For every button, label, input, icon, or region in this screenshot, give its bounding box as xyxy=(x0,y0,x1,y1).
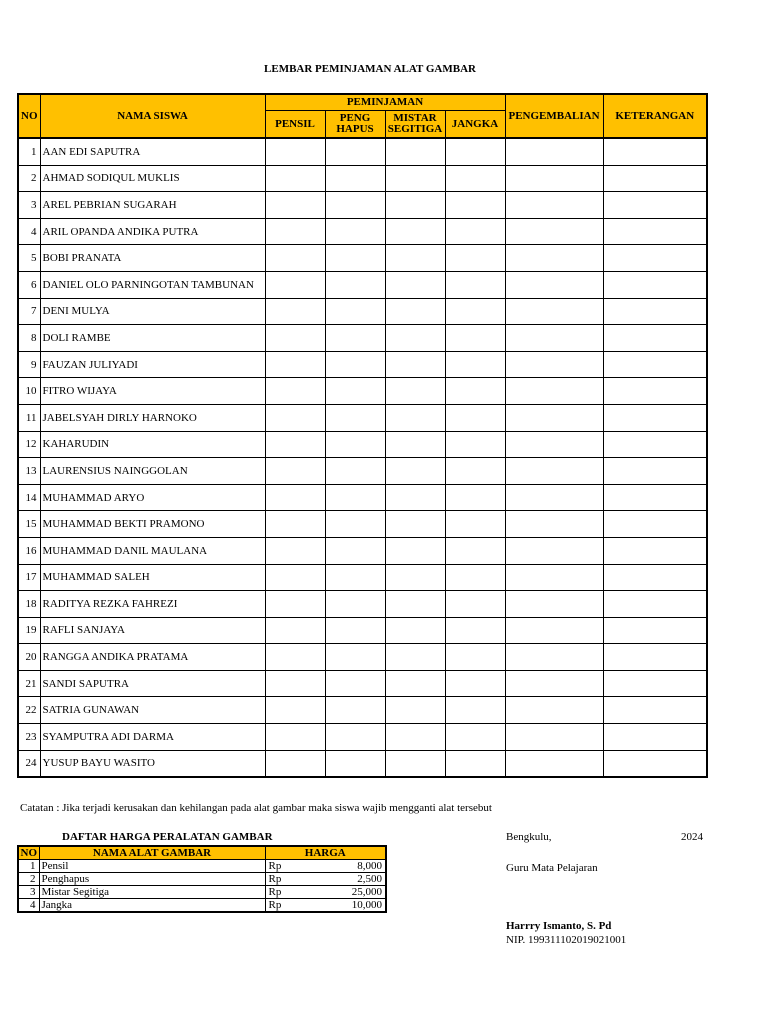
jangka-cell xyxy=(445,378,505,405)
mistar-segitiga-cell xyxy=(385,404,445,431)
row-number: 14 xyxy=(18,484,40,511)
table-row xyxy=(18,271,707,298)
table-row xyxy=(18,697,707,724)
pengembalian-cell xyxy=(505,537,603,564)
price-row xyxy=(18,899,386,913)
table-row xyxy=(18,564,707,591)
peng-hapus-cell xyxy=(325,511,385,538)
table-row xyxy=(18,511,707,538)
jangka-cell xyxy=(445,165,505,192)
table-row xyxy=(18,351,707,378)
signature-name: Harrry Ismanto, S. Pd xyxy=(506,920,612,932)
table-row xyxy=(18,724,707,751)
mistar-segitiga-cell xyxy=(385,591,445,618)
table-row xyxy=(18,537,707,564)
table-row xyxy=(18,644,707,671)
header-pensil: PENSIL xyxy=(265,111,325,139)
keterangan-cell xyxy=(603,351,707,378)
jangka-cell xyxy=(445,644,505,671)
row-number: 1 xyxy=(18,138,40,165)
pengembalian-cell xyxy=(505,724,603,751)
keterangan-cell xyxy=(603,378,707,405)
student-name: KAHARUDIN xyxy=(40,431,265,458)
keterangan-cell xyxy=(603,458,707,485)
student-name: ARIL OPANDA ANDIKA PUTRA xyxy=(40,218,265,245)
table-row xyxy=(18,484,707,511)
pensil-cell xyxy=(265,750,325,777)
mistar-segitiga-cell xyxy=(385,138,445,165)
mistar-segitiga-cell xyxy=(385,431,445,458)
student-name: LAURENSIUS NAINGGOLAN xyxy=(40,458,265,485)
peng-hapus-cell xyxy=(325,484,385,511)
jangka-cell xyxy=(445,271,505,298)
pengembalian-cell xyxy=(505,325,603,352)
jangka-cell xyxy=(445,404,505,431)
peng-hapus-cell xyxy=(325,404,385,431)
row-number: 17 xyxy=(18,564,40,591)
student-name: SYAMPUTRA ADI DARMA xyxy=(40,724,265,751)
row-number: 7 xyxy=(18,298,40,325)
jangka-cell xyxy=(445,724,505,751)
table-row xyxy=(18,750,707,777)
mistar-segitiga-cell xyxy=(385,458,445,485)
header-keterangan: KETERANGAN xyxy=(603,94,707,138)
peng-hapus-cell xyxy=(325,325,385,352)
peng-hapus-cell xyxy=(325,724,385,751)
price-header-price: HARGA xyxy=(265,846,386,860)
keterangan-cell xyxy=(603,245,707,272)
table-row xyxy=(18,245,707,272)
document-title: LEMBAR PEMINJAMAN ALAT GAMBAR xyxy=(264,63,476,75)
student-name: RADITYA REZKA FAHREZI xyxy=(40,591,265,618)
student-name: SANDI SAPUTRA xyxy=(40,670,265,697)
pengembalian-cell xyxy=(505,218,603,245)
row-number: 19 xyxy=(18,617,40,644)
table-row xyxy=(18,670,707,697)
row-number: 15 xyxy=(18,511,40,538)
price-row xyxy=(18,886,386,899)
pengembalian-cell xyxy=(505,271,603,298)
table-row xyxy=(18,298,707,325)
jangka-cell xyxy=(445,564,505,591)
jangka-cell xyxy=(445,591,505,618)
peng-hapus-cell xyxy=(325,537,385,564)
header-no: NO xyxy=(18,94,40,138)
mistar-segitiga-cell xyxy=(385,697,445,724)
student-name: DENI MULYA xyxy=(40,298,265,325)
header-name: NAMA SISWA xyxy=(40,94,265,138)
pengembalian-cell xyxy=(505,404,603,431)
row-number: 18 xyxy=(18,591,40,618)
pensil-cell xyxy=(265,325,325,352)
pengembalian-cell xyxy=(505,617,603,644)
price-value: 2,500 xyxy=(311,873,386,886)
mistar-segitiga-cell xyxy=(385,724,445,751)
mistar-segitiga-cell xyxy=(385,378,445,405)
row-number: 5 xyxy=(18,245,40,272)
pensil-cell xyxy=(265,484,325,511)
keterangan-cell xyxy=(603,484,707,511)
row-number: 2 xyxy=(18,165,40,192)
pengembalian-cell xyxy=(505,697,603,724)
table-row xyxy=(18,325,707,352)
pengembalian-cell xyxy=(505,591,603,618)
table-row xyxy=(18,591,707,618)
pensil-cell xyxy=(265,138,325,165)
price-value: 8,000 xyxy=(311,860,386,873)
keterangan-cell xyxy=(603,271,707,298)
student-name: MUHAMMAD SALEH xyxy=(40,564,265,591)
mistar-segitiga-cell xyxy=(385,218,445,245)
price-row-number: 1 xyxy=(18,860,39,873)
pengembalian-cell xyxy=(505,298,603,325)
student-name: FAUZAN JULIYADI xyxy=(40,351,265,378)
keterangan-cell xyxy=(603,138,707,165)
pensil-cell xyxy=(265,564,325,591)
price-row-number: 2 xyxy=(18,873,39,886)
keterangan-cell xyxy=(603,404,707,431)
price-list-title: DAFTAR HARGA PERALATAN GAMBAR xyxy=(62,831,273,843)
jangka-cell xyxy=(445,484,505,511)
mistar-segitiga-cell xyxy=(385,351,445,378)
student-name: RAFLI SANJAYA xyxy=(40,617,265,644)
keterangan-cell xyxy=(603,431,707,458)
peng-hapus-cell xyxy=(325,458,385,485)
tool-name: Penghapus xyxy=(39,873,265,886)
student-name: FITRO WIJAYA xyxy=(40,378,265,405)
row-number: 22 xyxy=(18,697,40,724)
student-name: MUHAMMAD BEKTI PRAMONO xyxy=(40,511,265,538)
tool-name: Mistar Segitiga xyxy=(39,886,265,899)
pengembalian-cell xyxy=(505,670,603,697)
pensil-cell xyxy=(265,351,325,378)
pensil-cell xyxy=(265,511,325,538)
keterangan-cell xyxy=(603,644,707,671)
pensil-cell xyxy=(265,724,325,751)
jangka-cell xyxy=(445,617,505,644)
row-number: 13 xyxy=(18,458,40,485)
table-row xyxy=(18,192,707,219)
table-row xyxy=(18,617,707,644)
pensil-cell xyxy=(265,644,325,671)
row-number: 12 xyxy=(18,431,40,458)
pensil-cell xyxy=(265,298,325,325)
pensil-cell xyxy=(265,458,325,485)
pensil-cell xyxy=(265,697,325,724)
price-row xyxy=(18,860,386,873)
jangka-cell xyxy=(445,298,505,325)
row-number: 8 xyxy=(18,325,40,352)
mistar-segitiga-cell xyxy=(385,484,445,511)
pengembalian-cell xyxy=(505,192,603,219)
jangka-cell xyxy=(445,537,505,564)
table-row xyxy=(18,165,707,192)
jangka-cell xyxy=(445,245,505,272)
row-number: 21 xyxy=(18,670,40,697)
mistar-segitiga-cell xyxy=(385,271,445,298)
header-mistar-segitiga: MISTAR SEGITIGA xyxy=(385,111,445,139)
row-number: 16 xyxy=(18,537,40,564)
row-number: 3 xyxy=(18,192,40,219)
currency-label: Rp xyxy=(265,873,311,886)
mistar-segitiga-cell xyxy=(385,644,445,671)
pengembalian-cell xyxy=(505,564,603,591)
jangka-cell xyxy=(445,351,505,378)
header-peng-hapus: PENG HAPUS xyxy=(325,111,385,139)
student-name: RANGGA ANDIKA PRATAMA xyxy=(40,644,265,671)
currency-label: Rp xyxy=(265,899,311,913)
jangka-cell xyxy=(445,325,505,352)
pengembalian-cell xyxy=(505,484,603,511)
keterangan-cell xyxy=(603,325,707,352)
price-row xyxy=(18,873,386,886)
signature-nip: NIP. 199311102019021001 xyxy=(506,934,627,946)
currency-label: Rp xyxy=(265,886,311,899)
jangka-cell xyxy=(445,138,505,165)
peng-hapus-cell xyxy=(325,271,385,298)
pengembalian-cell xyxy=(505,644,603,671)
keterangan-cell xyxy=(603,724,707,751)
keterangan-cell xyxy=(603,218,707,245)
table-row xyxy=(18,378,707,405)
row-number: 24 xyxy=(18,750,40,777)
jangka-cell xyxy=(445,750,505,777)
pensil-cell xyxy=(265,271,325,298)
price-table xyxy=(17,845,387,913)
price-value: 10,000 xyxy=(311,899,386,913)
pengembalian-cell xyxy=(505,138,603,165)
jangka-cell xyxy=(445,697,505,724)
table-row xyxy=(18,218,707,245)
row-number: 11 xyxy=(18,404,40,431)
table-row xyxy=(18,431,707,458)
peng-hapus-cell xyxy=(325,192,385,219)
mistar-segitiga-cell xyxy=(385,192,445,219)
peng-hapus-cell xyxy=(325,245,385,272)
student-name: JABELSYAH DIRLY HARNOKO xyxy=(40,404,265,431)
mistar-segitiga-cell xyxy=(385,750,445,777)
keterangan-cell xyxy=(603,617,707,644)
mistar-segitiga-cell xyxy=(385,670,445,697)
price-table-body xyxy=(18,860,386,913)
peng-hapus-cell xyxy=(325,165,385,192)
pengembalian-cell xyxy=(505,511,603,538)
pensil-cell xyxy=(265,245,325,272)
row-number: 10 xyxy=(18,378,40,405)
peng-hapus-cell xyxy=(325,564,385,591)
keterangan-cell xyxy=(603,165,707,192)
jangka-cell xyxy=(445,192,505,219)
row-number: 9 xyxy=(18,351,40,378)
keterangan-cell xyxy=(603,298,707,325)
student-name: AREL PEBRIAN SUGARAH xyxy=(40,192,265,219)
pensil-cell xyxy=(265,591,325,618)
header-pengembalian: PENGEMBALIAN xyxy=(505,94,603,138)
note-text: Catatan : Jika terjadi kerusakan dan kehilangan pada alat gambar maka siswa wajib mengganti alat tersebut xyxy=(20,802,492,814)
mistar-segitiga-cell xyxy=(385,511,445,538)
pengembalian-cell xyxy=(505,431,603,458)
pensil-cell xyxy=(265,165,325,192)
row-number: 4 xyxy=(18,218,40,245)
pensil-cell xyxy=(265,218,325,245)
student-name: MUHAMMAD ARYO xyxy=(40,484,265,511)
peng-hapus-cell xyxy=(325,138,385,165)
keterangan-cell xyxy=(603,564,707,591)
peng-hapus-cell xyxy=(325,431,385,458)
price-header-no: NO xyxy=(18,846,39,860)
student-name: AHMAD SODIQUL MUKLIS xyxy=(40,165,265,192)
pensil-cell xyxy=(265,378,325,405)
pensil-cell xyxy=(265,192,325,219)
table-row xyxy=(18,404,707,431)
keterangan-cell xyxy=(603,591,707,618)
peng-hapus-cell xyxy=(325,218,385,245)
student-name: MUHAMMAD DANIL MAULANA xyxy=(40,537,265,564)
keterangan-cell xyxy=(603,537,707,564)
student-name: AAN EDI SAPUTRA xyxy=(40,138,265,165)
peng-hapus-cell xyxy=(325,617,385,644)
currency-label: Rp xyxy=(265,860,311,873)
pengembalian-cell xyxy=(505,750,603,777)
keterangan-cell xyxy=(603,750,707,777)
peng-hapus-cell xyxy=(325,644,385,671)
peng-hapus-cell xyxy=(325,351,385,378)
keterangan-cell xyxy=(603,192,707,219)
price-row-number: 3 xyxy=(18,886,39,899)
row-number: 23 xyxy=(18,724,40,751)
pensil-cell xyxy=(265,431,325,458)
header-jangka: JANGKA xyxy=(445,111,505,139)
jangka-cell xyxy=(445,431,505,458)
pengembalian-cell xyxy=(505,458,603,485)
pengembalian-cell xyxy=(505,165,603,192)
header-peminjaman: PEMINJAMAN xyxy=(265,94,505,111)
keterangan-cell xyxy=(603,697,707,724)
peng-hapus-cell xyxy=(325,298,385,325)
pengembalian-cell xyxy=(505,351,603,378)
row-number: 6 xyxy=(18,271,40,298)
student-name: YUSUP BAYU WASITO xyxy=(40,750,265,777)
row-number: 20 xyxy=(18,644,40,671)
mistar-segitiga-cell xyxy=(385,245,445,272)
peng-hapus-cell xyxy=(325,670,385,697)
table-row xyxy=(18,458,707,485)
price-header-name: NAMA ALAT GAMBAR xyxy=(39,846,265,860)
mistar-segitiga-cell xyxy=(385,298,445,325)
pensil-cell xyxy=(265,670,325,697)
keterangan-cell xyxy=(603,670,707,697)
peng-hapus-cell xyxy=(325,378,385,405)
pengembalian-cell xyxy=(505,245,603,272)
peng-hapus-cell xyxy=(325,591,385,618)
mistar-segitiga-cell xyxy=(385,537,445,564)
tool-name: Pensil xyxy=(39,860,265,873)
student-name: DOLI RAMBE xyxy=(40,325,265,352)
loan-table xyxy=(17,93,708,778)
pensil-cell xyxy=(265,617,325,644)
signature-year: 2024 xyxy=(681,831,703,843)
peng-hapus-cell xyxy=(325,750,385,777)
jangka-cell xyxy=(445,670,505,697)
signature-role: Guru Mata Pelajaran xyxy=(506,862,598,874)
student-name: BOBI PRANATA xyxy=(40,245,265,272)
mistar-segitiga-cell xyxy=(385,564,445,591)
jangka-cell xyxy=(445,218,505,245)
tool-name: Jangka xyxy=(39,899,265,913)
mistar-segitiga-cell xyxy=(385,325,445,352)
mistar-segitiga-cell xyxy=(385,165,445,192)
mistar-segitiga-cell xyxy=(385,617,445,644)
price-value: 25,000 xyxy=(311,886,386,899)
jangka-cell xyxy=(445,511,505,538)
price-row-number: 4 xyxy=(18,899,39,913)
pengembalian-cell xyxy=(505,378,603,405)
loan-table-body xyxy=(18,138,707,777)
jangka-cell xyxy=(445,458,505,485)
student-name: SATRIA GUNAWAN xyxy=(40,697,265,724)
table-row xyxy=(18,138,707,165)
peng-hapus-cell xyxy=(325,697,385,724)
signature-city: Bengkulu, xyxy=(506,831,552,843)
student-name: DANIEL OLO PARNINGOTAN TAMBUNAN xyxy=(40,271,265,298)
pensil-cell xyxy=(265,537,325,564)
pensil-cell xyxy=(265,404,325,431)
keterangan-cell xyxy=(603,511,707,538)
